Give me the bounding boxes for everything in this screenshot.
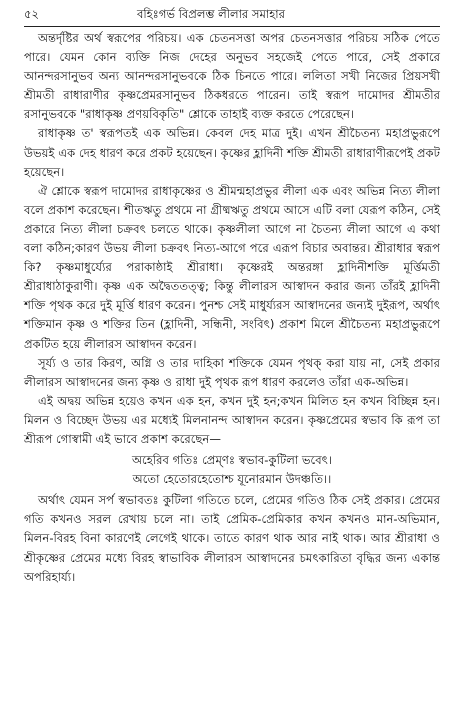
paragraph-serpent-gait: অর্থাৎ যেমন সর্প স্বভাবতঃ কুটিলা গতিতে চলে, প্রেমের গতিও ঠিক সেই প্রকার। প্রেমের গতি কখনও সরল রেখায় চলে না। তাই প্রেমিক-প্রেমিকার কখন কখনও মান-অভিমান, মিলন-বিরহ বিনা কারণেই লেগেই থাকে। তাতে কারণ থাক আর নাই থাক। আর শ্রীরাধা ও শ্রীকৃষ্ণের প্রেমের মধ্যে বিরহ স্বাভাবিক লীলারস আস্বাদনের চমৎকারিতা বৃদ্ধির জন্য একান্ত অপরিহার্য্য।: [24, 493, 440, 584]
paragraph-union-separation: এই অদ্বয় অভিন্ন হয়েও কখন এক হন, কখন দুই হন;কখন মিলিত হন কখন বিচ্ছিন্ন হন। মিলন ও বিচ্ছেদ উভয় এর মধ্যেই মিলনানন্দ আস্বাদন করেন। কৃষ্ণপ্রেমের স্বভাব কি রূপ তা শ্রীরূপ গোস্বামী এই ভাবে প্রকাশ করেছেন—: [24, 393, 440, 446]
chapter-title: বহিঃগর্ভ বিপ্রলম্ভ লীলার সমাহার: [136, 7, 285, 21]
paragraph-eternal-lila: ঐ শ্লোকে স্বরূপ দামোদর রাধাকৃষ্ণের ও শ্রীমন্মহাপ্রভুর লীলা এক এবং অভিন্ন নিত্য লীলা বলে প্রকাশ করেছেন। শীতঋতু প্রথমে না গ্রীষ্মঋতু প্রথমে আসে এটি বলা যেরূপ কঠিন, সেই প্রকারে নিত্য লীলা চক্রবৎ চলতে থাকে। কৃষ্ণলীলা আগে না চৈতন্য লীলা আগে এ কথা বলা কঠিন;কারণ উভয় লীলা চক্রবৎ নিত্য-আগে পরে এরূপ বিচার অবান্তর। শ্রীরাধার স্বরূপ কি? কৃষ্ণমাধুর্য্যের পরাকাষ্ঠাই শ্রীরাধা। কৃষ্ণেরই অন্তরঙ্গা হ্লাদিনীশক্তি মূর্ত্তিমতী শ্রীরাধাঠাকুরাণী। কৃষ্ণ এক অদ্বৈততত্ত্ব; কিন্তু লীলারস আস্বাদন করার জন্য তাঁরই হ্লাদিনী শক্তি পৃথক করে দুই মূর্ত্তি ধারণ করেন। পুনশ্চ সেই মাধুর্য্যরস আস্বাদনের জন্যই দুইরূপ, অর্থাৎ শক্তিমান কৃষ্ণ ও শক্তির তিন (হ্লাদিনী, সন্ধিনী, সংবিৎ) প্রকাশ মিলে শ্রীচৈতন্য মহাপ্রভুরূপে প্রকটিত হয়ে লীলারস আস্বাদন করেন।: [24, 183, 440, 351]
paragraph-insight: অন্তর্দৃষ্টির অর্থ স্বরূপের পরিচয়। এক চেতনসত্তা অপর চেতনসত্তার পরিচয় সঠিক পেতে পারে। যেমন কোন ব্যক্তি নিজ দেহের অনুভব সহজেই পেতে পারে, সেই প্রকারে আনন্দরসানুভব অন্য আনন্দরসানুভবকে ঠিক চিনতে পারে। ললিতা সখী নিজের প্রিয়সখী শ্রীমতী রাধারাণীর কৃষ্ণপ্রেমরসানুভব ঠিকধরতে পারেন। তাই স্বরূপ দামোদর শ্রীমতীর রসানুভবকে "রাধাকৃষ্ণ প্রণয়বিকৃতি" শ্লোকে তাহাই ব্যক্ত করতে পেরেছেন।: [24, 31, 440, 122]
verse-line-2: অতো হেতোরহেতোশ্চ যূনোরমান উদঞ্চতি।।: [132, 472, 332, 487]
running-head: [24, 5, 440, 27]
verse-line-1: অহেরিব গতিঃ প্রেম্ণঃ স্বভাব-কুটিলা ভবেৎ।: [132, 453, 332, 468]
page-number: ৫২: [24, 7, 39, 21]
paragraph-radha-krishna-one: রাধাকৃষ্ণ ত' স্বরূপতই এক অভিন্ন। কেবল দেহ মাত্র দুই। এখন শ্রীচৈতন্য মহাপ্রভুরূপে উভয়ই এক দেহ ধারণ করে প্রকট হয়েছেন। কৃষ্ণের হ্লাদিনী শক্তি শ্রীমতী রাধারাণীরূপেই প্রকট হয়েছেন।: [24, 126, 440, 179]
paragraph-sun-and-fire: সূর্য্য ও তার কিরণ, অগ্নি ও তার দাহিকা শক্তিকে যেমন পৃথক্ করা যায় না, সেই প্রকার লীলারস আস্বাদনের জন্য কৃষ্ণ ও রাধা দুই পৃথক রূপ ধারণ করলেও তাঁরা এক-অভিন্ন।: [24, 355, 440, 389]
